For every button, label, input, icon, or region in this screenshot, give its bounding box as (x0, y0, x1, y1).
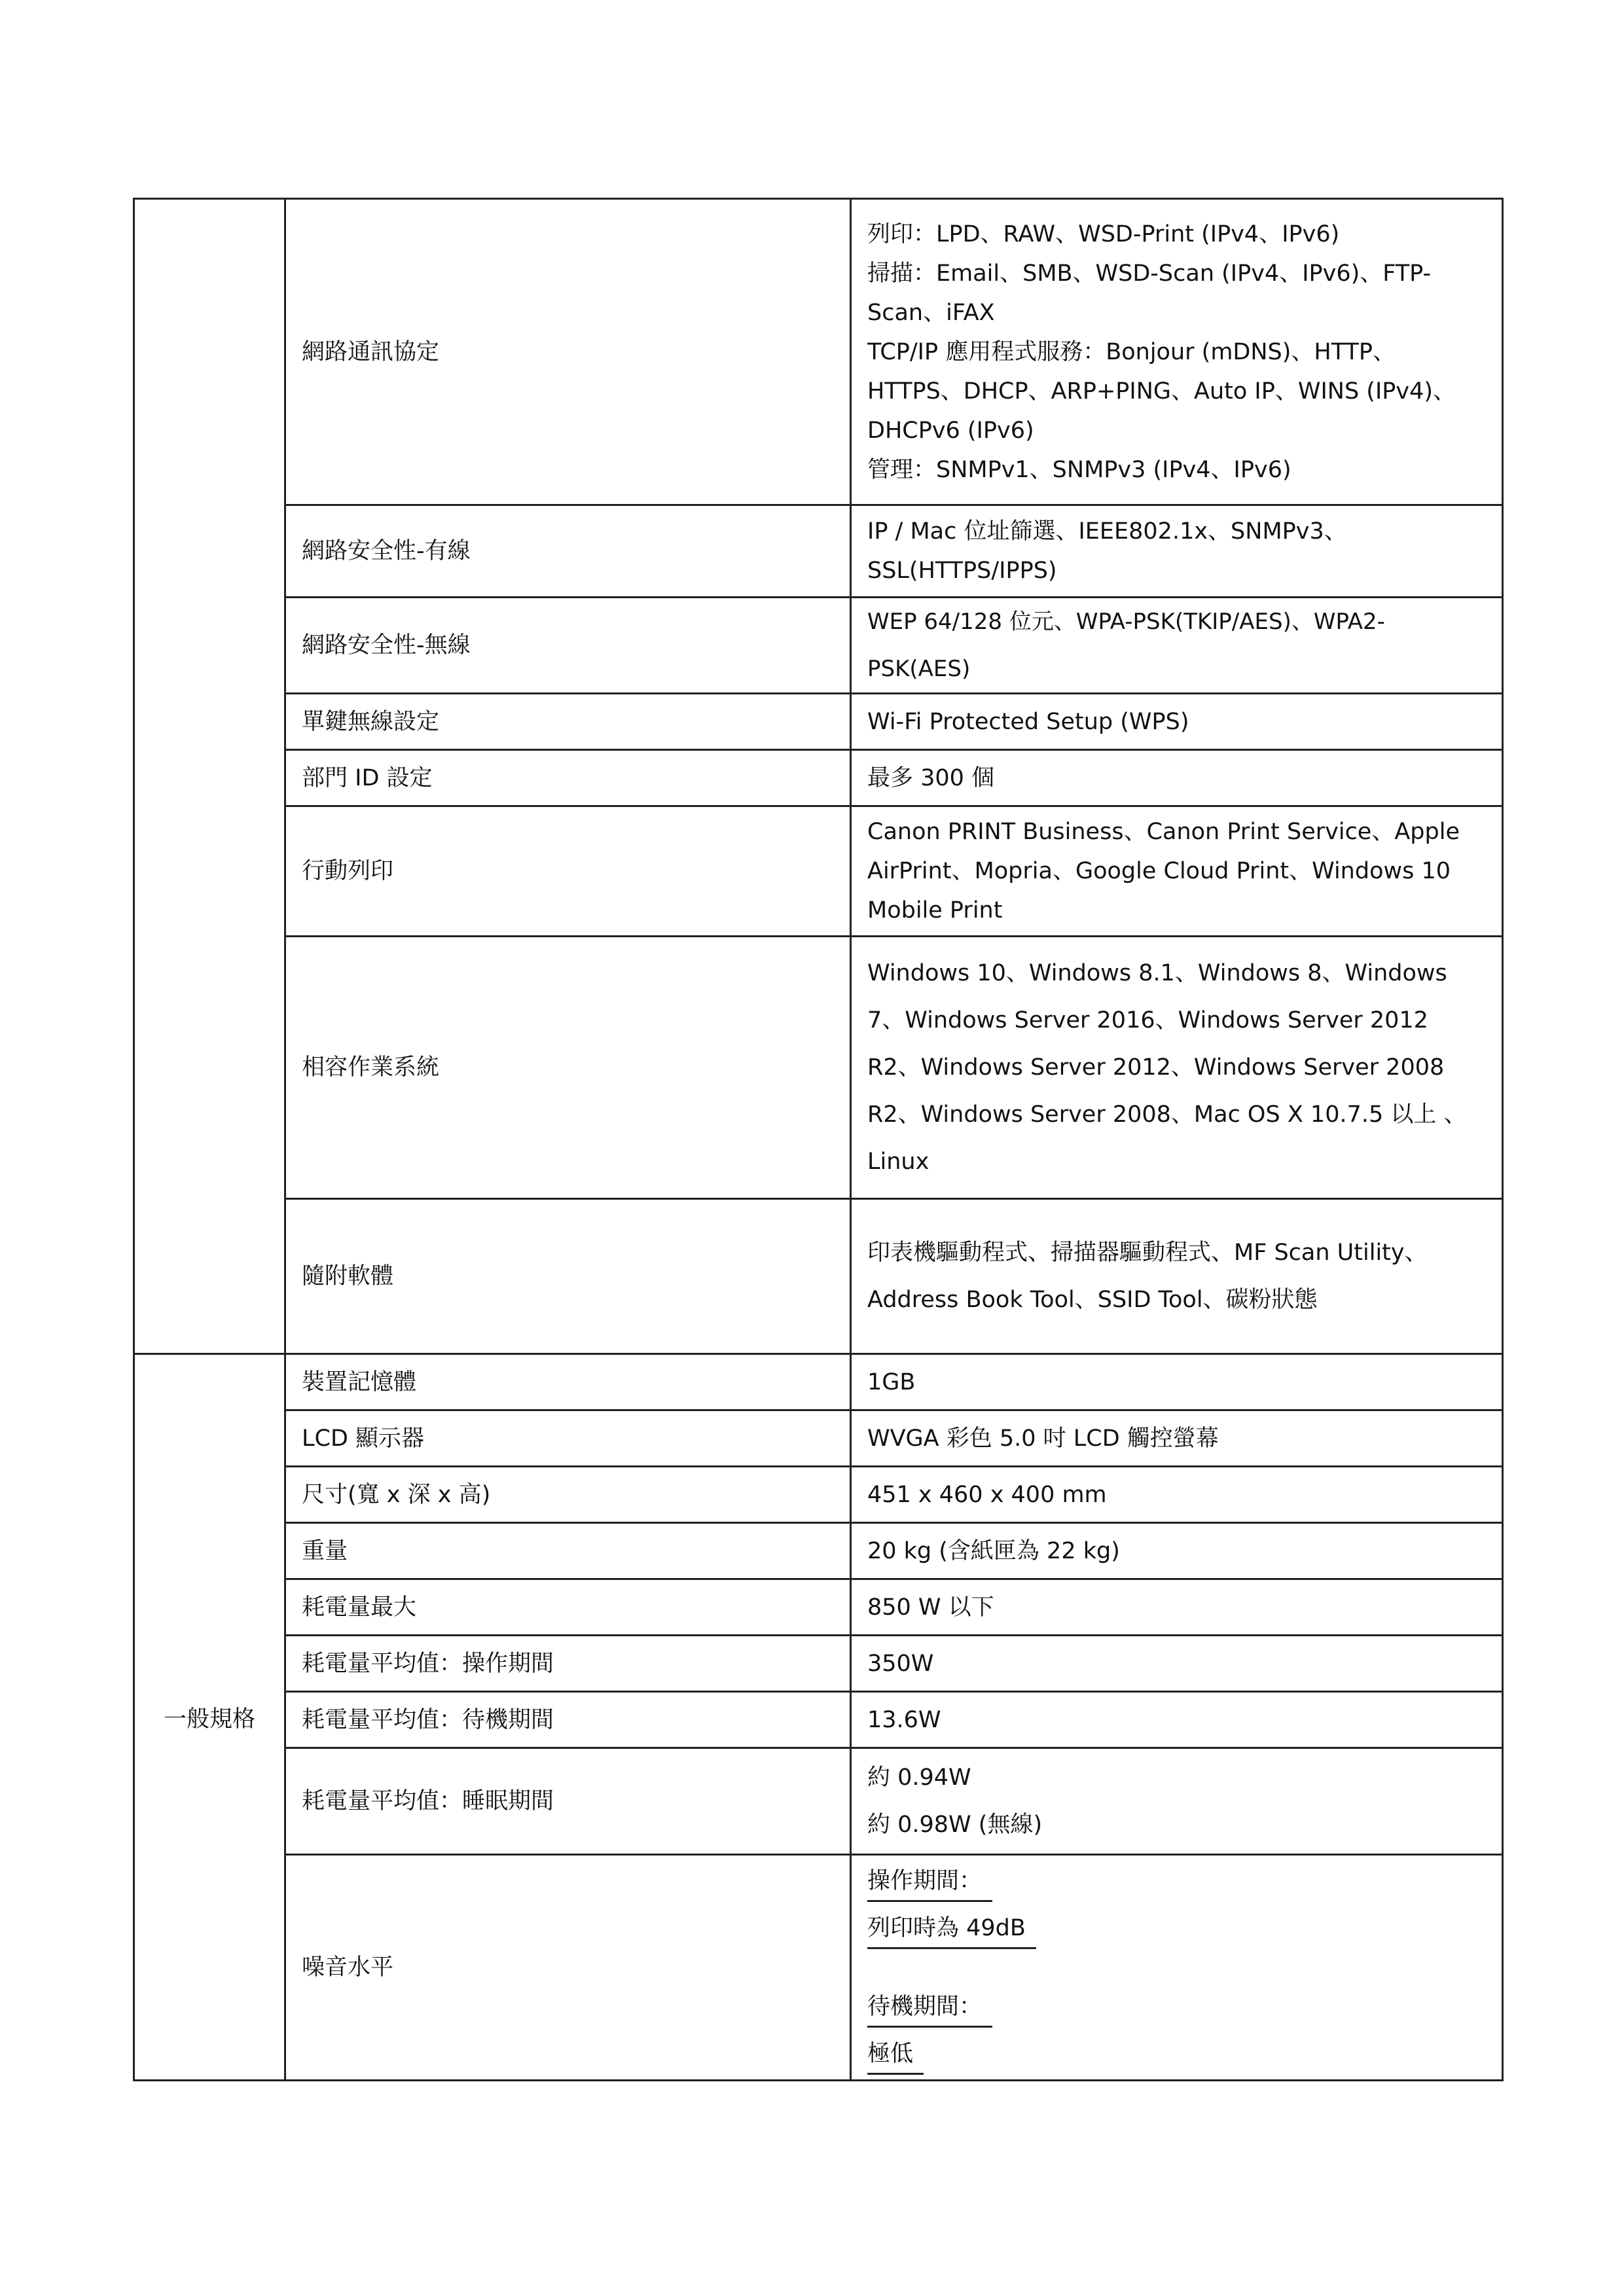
spec-name: 網路安全性-有線 (285, 505, 851, 598)
spec-value (851, 505, 1503, 598)
spec-value-line: WEP 64/128 位元、WPA-PSK(TKIP/AES)、WPA2-PSK(AES) (867, 609, 1385, 682)
spec-name: 相容作業系統 (285, 937, 851, 1199)
category-cell-empty (134, 199, 285, 1354)
spec-name: 尺寸(寬 x 深 x 高) (285, 1467, 851, 1523)
spec-name: 網路安全性-無線 (285, 598, 851, 694)
spec-name: 耗電量最大 (285, 1579, 851, 1636)
spec-value (851, 1467, 1503, 1523)
spec-name: 耗電量平均值：睡眠期間 (285, 1748, 851, 1855)
spec-value-line: WVGA 彩色 5.0 吋 LCD 觸控螢幕 (867, 1425, 1219, 1452)
table-row (134, 750, 1503, 806)
spec-value-line: 列印：LPD、RAW、WSD-Print (IPv4、IPv6) (867, 221, 1340, 247)
table-row (134, 1748, 1503, 1855)
spec-table (133, 198, 1504, 2081)
spec-value-line: 20 kg (含紙匣為 22 kg) (867, 1537, 1120, 1564)
spec-value-line: 350W (867, 1650, 934, 1677)
category-cell: 一般規格 (134, 1354, 285, 2081)
spacer (867, 1952, 1486, 1983)
spec-value (851, 199, 1503, 505)
table-row (134, 1467, 1503, 1523)
spec-name: 裝置記憶體 (285, 1354, 851, 1410)
table-row (134, 806, 1503, 937)
spec-value (851, 1410, 1503, 1467)
spec-value (851, 1199, 1503, 1354)
spec-value (851, 1579, 1503, 1636)
table-row (134, 1523, 1503, 1579)
spec-value-line: 掃描：Email、SMB、WSD-Scan (IPv4、IPv6)、FTP-Scan、iFAX (867, 260, 1432, 326)
table-row (134, 598, 1503, 694)
table-row (134, 1199, 1503, 1354)
spec-value (851, 1354, 1503, 1410)
spec-value-line: 約 0.94W (867, 1765, 971, 1791)
spec-name: LCD 顯示器 (285, 1410, 851, 1467)
table-row (134, 937, 1503, 1199)
spec-value-line: 操作期間： (867, 1862, 992, 1902)
spec-name: 耗電量平均值：待機期間 (285, 1692, 851, 1748)
spec-value-line: 待機期間： (867, 1988, 992, 2028)
table-row (134, 1692, 1503, 1748)
spec-value-line: 451 x 460 x 400 mm (867, 1481, 1107, 1508)
spec-name: 部門 ID 設定 (285, 750, 851, 806)
spec-value (851, 1692, 1503, 1748)
spec-value-line: Canon PRINT Business、Canon Print Service、Apple AirPrint、Mopria、Google Cloud Print、Windows 10 Mobile Print (867, 819, 1460, 924)
table-row (134, 694, 1503, 750)
spec-value-line: IP / Mac 位址篩選、IEEE802.1x、SNMPv3、SSL(HTTPS/IPPS) (867, 518, 1347, 584)
table-row (134, 1636, 1503, 1692)
spec-value-line: 列印時為 49dB (867, 1909, 1036, 1949)
spec-value (851, 598, 1503, 694)
spec-value-line: 最多 300 個 (867, 764, 995, 791)
spec-value (851, 1748, 1503, 1855)
spec-value (851, 1636, 1503, 1692)
spec-value (851, 750, 1503, 806)
table-row (134, 505, 1503, 598)
table-row (134, 199, 1503, 505)
spec-value (851, 937, 1503, 1199)
spec-name: 耗電量平均值：操作期間 (285, 1636, 851, 1692)
table-row (134, 1855, 1503, 2081)
spec-value (851, 1855, 1503, 2081)
spec-name: 網路通訊協定 (285, 199, 851, 505)
table-row (134, 1410, 1503, 1467)
spec-value-line: 約 0.98W (無線) (867, 1812, 1043, 1838)
spec-name: 重量 (285, 1523, 851, 1579)
table-row (134, 1579, 1503, 1636)
spec-name: 單鍵無線設定 (285, 694, 851, 750)
spec-name: 噪音水平 (285, 1855, 851, 2081)
spec-value-line: 極低 (867, 2035, 924, 2075)
spec-value-line: Windows 10、Windows 8.1、Windows 8、Windows 7、Windows Server 2016、Windows Server 2012 R2、Windows Server 2012、Windows Server 2008 R2、Windows Server 2008、Mac OS X 10.7.5 以上 、Linux (867, 960, 1467, 1175)
spec-value-line: Wi-Fi Protected Setup (WPS) (867, 708, 1189, 735)
table-row (134, 1354, 1503, 1410)
spec-name: 隨附軟體 (285, 1199, 851, 1354)
spec-value (851, 806, 1503, 937)
spec-value (851, 1523, 1503, 1579)
spec-value-line: 印表機驅動程式、掃描器驅動程式、MF Scan Utility、Address Book Tool、SSID Tool、碳粉狀態 (867, 1240, 1428, 1313)
spec-value-line: 13.6W (867, 1706, 941, 1733)
spec-value-line: 1GB (867, 1369, 916, 1395)
spec-value-line: 850 W 以下 (867, 1594, 994, 1621)
spec-name: 行動列印 (285, 806, 851, 937)
spec-value-line: TCP/IP 應用程式服務：Bonjour (mDNS)、HTTP、HTTPS、DHCP、ARP+PING、Auto IP、WINS (IPv4)、DHCPv6 (IPv6) (867, 338, 1456, 444)
spec-value (851, 694, 1503, 750)
spec-value-line: 管理：SNMPv1、SNMPv3 (IPv4、IPv6) (867, 456, 1291, 483)
